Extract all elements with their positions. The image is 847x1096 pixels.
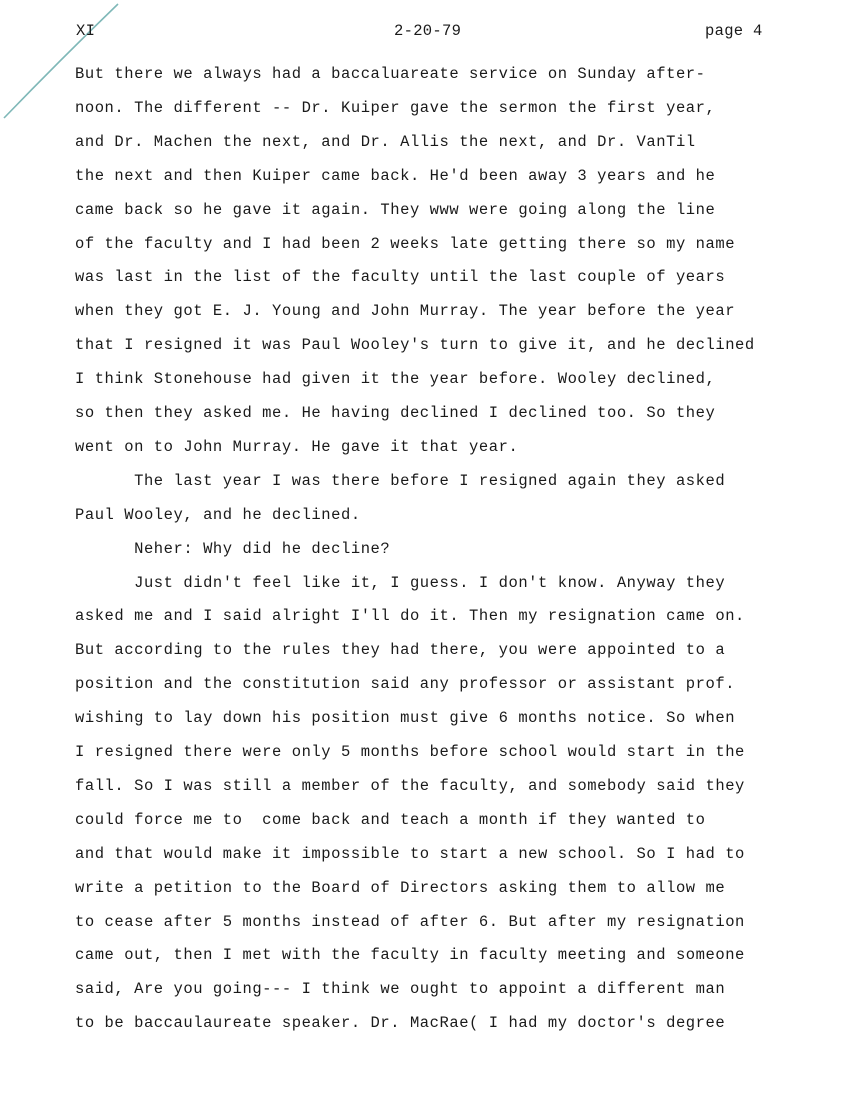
- header-page-number: page 4: [705, 22, 763, 40]
- text-line: went on to John Murray. He gave it that year.: [75, 437, 519, 456]
- text-line: fall. So I was still a member of the faculty, and somebody said they: [75, 776, 745, 795]
- text-line: I think Stonehouse had given it the year before. Wooley declined,: [75, 370, 716, 389]
- text-line: write a petition to the Board of Directors asking them to allow me: [75, 878, 726, 897]
- text-line: that I resigned it was Paul Wooley's turn to give it, and he declined: [75, 336, 755, 355]
- text-line: of the faculty and I had been 2 weeks late getting there so my name: [75, 234, 736, 253]
- text-line: wishing to lay down his position must give 6 months notice. So when: [75, 709, 736, 728]
- text-line: when they got E. J. Young and John Murray. The year before the year: [75, 302, 736, 321]
- text-line: I resigned there were only 5 months before school would start in the: [75, 743, 745, 761]
- text-line: But according to the rules they had there, you were appointed to a: [75, 641, 726, 660]
- text-line: and Dr. Machen the next, and Dr. Allis the next, and Dr. VanTil: [75, 132, 696, 151]
- text-line: and that would make it impossible to start a new school. So I had to: [75, 844, 745, 863]
- text-line: to cease after 5 months instead of after 6. But after my resignation: [75, 912, 745, 931]
- text-line: Paul Wooley, and he declined.: [75, 505, 361, 524]
- text-line: noon. The different -- Dr. Kuiper gave the sermon the first year,: [75, 98, 716, 117]
- text-line: The last year I was there before I resigned again they asked: [75, 471, 726, 490]
- text-line: could force me to come back and teach a month if they wanted to: [75, 810, 706, 829]
- header-date: 2-20-79: [394, 22, 462, 40]
- text-line: came back so he gave it again. They www were going along the line: [75, 200, 716, 219]
- text-line: so then they asked me. He having declined I declined too. So they: [75, 404, 716, 422]
- text-line: But there we always had a baccaluareate service on Sunday after-: [75, 65, 706, 83]
- text-line: position and the constitution said any professor or assistant prof.: [75, 675, 736, 694]
- text-line: to be baccaulaureate speaker. Dr. MacRae( I had my doctor's degree: [75, 1014, 726, 1033]
- text-line: said, Are you going--- I think we ought to appoint a different man: [75, 980, 726, 999]
- text-line: Neher: Why did he decline?: [75, 539, 391, 558]
- text-line: the next and then Kuiper came back. He'd been away 3 years and he: [75, 166, 716, 185]
- text-line: was last in the list of the faculty until the last couple of years: [75, 268, 726, 287]
- text-line: came out, then I met with the faculty in faculty meeting and someone: [75, 946, 745, 965]
- header-left-label: XI: [76, 22, 96, 40]
- text-line: asked me and I said alright I'll do it. Then my resignation came on.: [75, 607, 745, 626]
- text-line: Just didn't feel like it, I guess. I don't know. Anyway they: [75, 573, 726, 592]
